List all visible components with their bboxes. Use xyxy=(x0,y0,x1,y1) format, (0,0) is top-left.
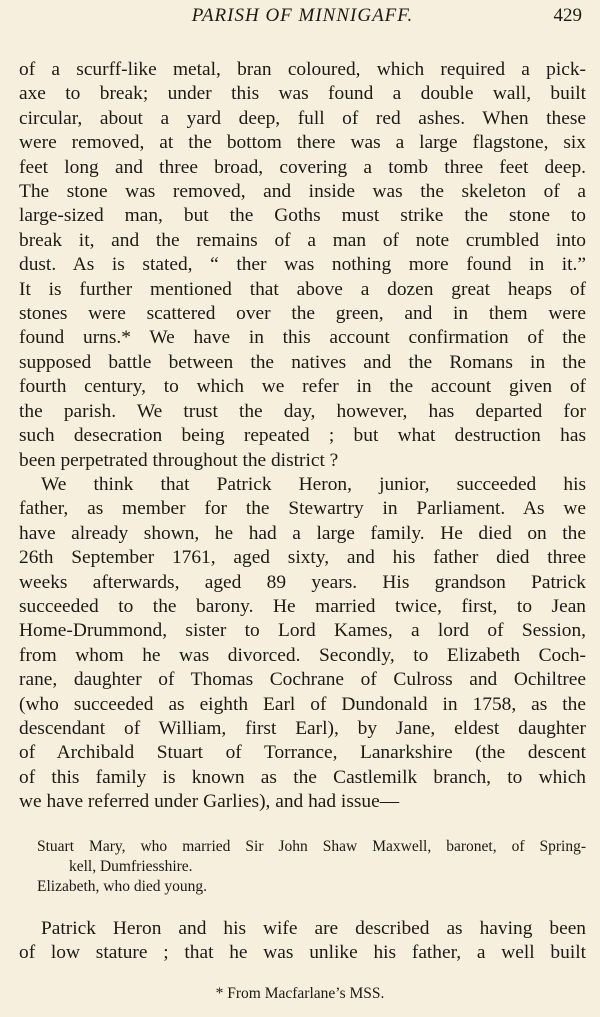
text-line: fourth century, to which we refer in the account given of xyxy=(19,376,586,398)
text-line: break it, and the remains of a man of note crumbled into xyxy=(19,229,586,251)
text-line: feet long and three broad, covering a tomb three feet deep. xyxy=(19,156,586,178)
text-line: The stone was removed, and inside was the skeleton of a xyxy=(19,181,586,203)
text-line: 26th September 1761, aged sixty, and his father died three xyxy=(19,547,586,569)
text-line: father, as member for the Stewartry in Parliament. As we xyxy=(19,498,586,520)
body-text xyxy=(19,58,586,965)
text-line: we have referred under Garlies), and had issue— xyxy=(19,791,400,813)
text-line: found urns.* We have in this account confirmation of the xyxy=(19,327,586,349)
running-title: PARISH OF MINNIGAFF. xyxy=(191,5,414,26)
text-line: of Archibald Stuart of Torrance, Lanarkshire (the descent xyxy=(19,742,586,764)
text-line: Home-Drummond, sister to Lord Kames, a lord of Session, xyxy=(19,620,586,642)
paragraph-1 xyxy=(19,58,586,473)
text-line: large-sized man, but the Goths must strike the stone to xyxy=(19,205,586,227)
text-line: descendant of William, first Earl), by Jane, eldest daughter xyxy=(19,717,586,739)
page-number: 429 xyxy=(553,5,582,26)
text-line: axe to break; under this was found a double wall, built xyxy=(19,83,586,105)
text-line: stones were scattered over the green, and in them were xyxy=(19,303,586,325)
paragraph-3 xyxy=(19,917,586,966)
running-head xyxy=(19,0,586,40)
text-line: of this family is known as the Castlemilk branch, to which xyxy=(19,766,586,788)
paragraph-2 xyxy=(19,473,586,815)
text-line: been perpetrated throughout the district ? xyxy=(19,449,339,471)
text-line: of low stature ; that he was unlike his father, a well built xyxy=(19,942,586,963)
text-line: It is further mentioned that above a dozen great heaps of xyxy=(19,278,586,300)
issue-entry: Stuart Mary, who married Sir John Shaw Maxwell, baronet, of Spring- xyxy=(37,837,586,855)
text-line: (who succeeded as eighth Earl of Dundonald in 1758, as the xyxy=(19,693,586,715)
text-line: the parish. We trust the day, however, has departed for xyxy=(19,400,586,422)
text-line: We think that Patrick Heron, junior, succeeded his xyxy=(41,473,586,495)
text-line: supposed battle between the natives and the Romans in the xyxy=(19,351,586,373)
text-line: from whom he was divorced. Secondly, to Elizabeth Coch- xyxy=(19,644,586,666)
text-line: weeks afterwards, aged 89 years. His grandson Patrick xyxy=(19,571,586,593)
footnote: * From Macfarlane’s MSS. xyxy=(215,985,385,1002)
text-line: circular, about a yard deep, full of red ashes. When these xyxy=(19,107,586,129)
text-line: such desecration being repeated ; but what destruction has xyxy=(19,425,586,447)
text-line: were removed, at the bottom there was a large flagstone, six xyxy=(19,132,586,154)
issue-entry-continuation: kell, Dumfriesshire. xyxy=(69,857,193,875)
text-line: Patrick Heron and his wife are described as having been xyxy=(41,917,586,939)
issue-entry: Elizabeth, who died young. xyxy=(37,877,208,895)
text-line: dust. As is stated, “ ther was nothing more found in it.” xyxy=(19,254,586,276)
text-line: rane, daughter of Thomas Cochrane of Culross and Ochiltree xyxy=(19,669,586,691)
text-line: succeeded to the barony. He married twice, first, to Jean xyxy=(19,595,586,617)
issue-list xyxy=(19,837,586,897)
text-line: of a scurff-like metal, bran coloured, which required a pick- xyxy=(19,59,586,80)
text-line: have already shown, he had a large family. He died on the xyxy=(19,522,586,544)
